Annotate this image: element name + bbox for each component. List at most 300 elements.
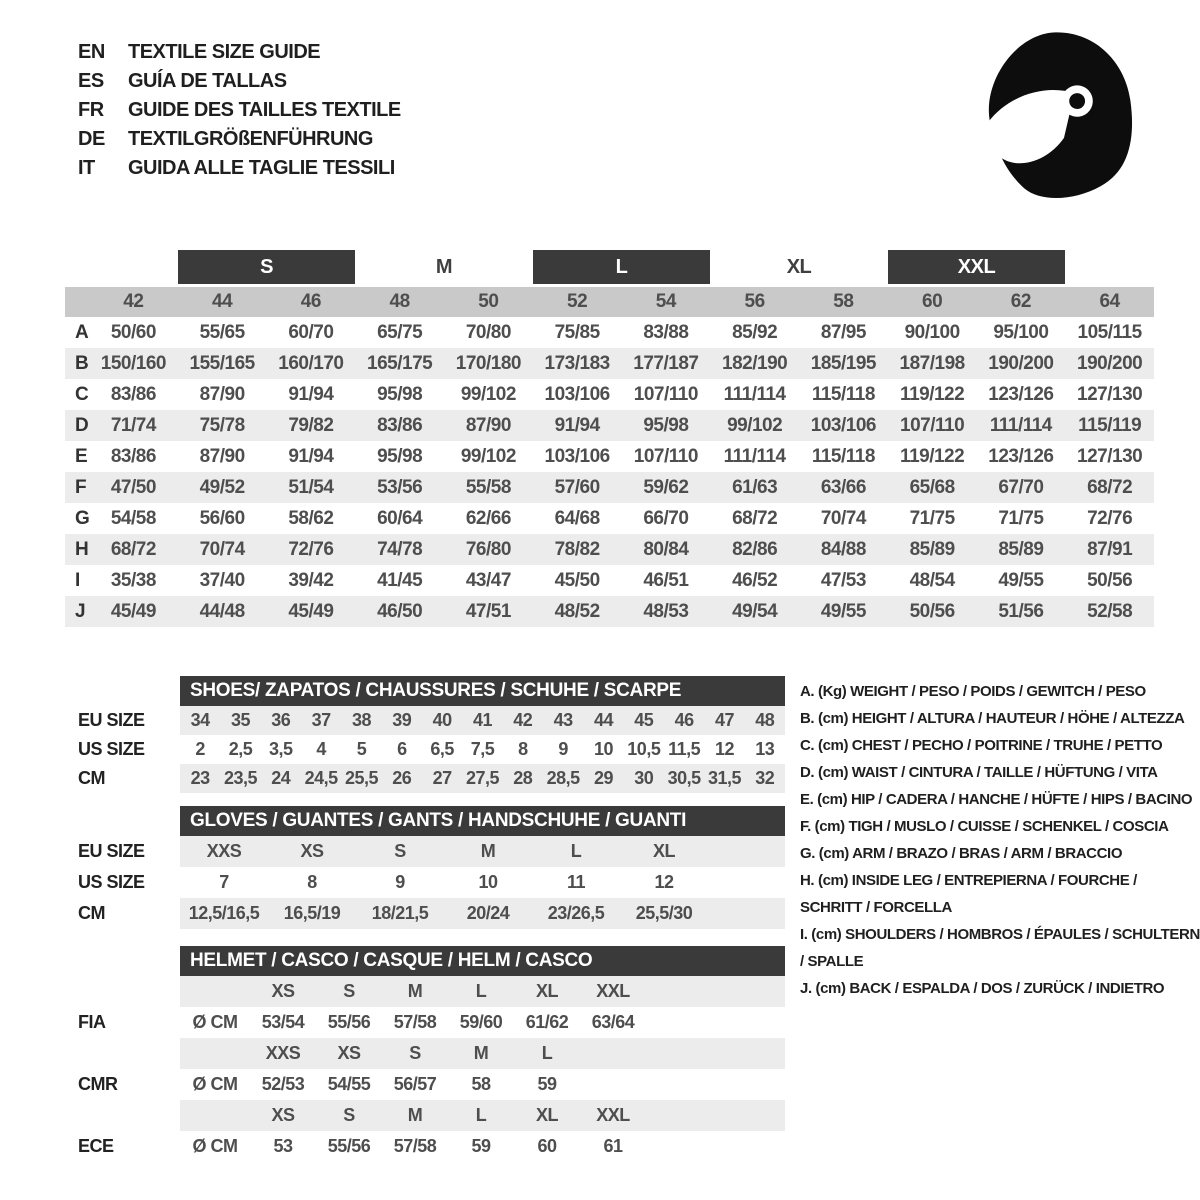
size-value: 5: [356, 739, 367, 759]
size-value: 51/56: [998, 600, 1044, 622]
size-value: 95/98: [643, 414, 689, 436]
legend-item: H. (cm) INSIDE LEG / ENTREPIERNA / FOURCHE / SCHRITT / FORCELLA: [800, 872, 1137, 916]
size-value: 34: [190, 710, 210, 730]
legend-item: E. (cm) HIP / CADERA / HANCHE / HÜFTE / HIPS / BACINO: [800, 791, 1193, 808]
helmet-size-header-row: [65, 1100, 790, 1131]
size-value: 57/60: [554, 476, 600, 498]
size-value: 127/130: [1077, 445, 1143, 467]
size-value: 74/78: [377, 538, 423, 560]
size-value: 48/53: [643, 600, 689, 622]
size-value: 28,5: [546, 768, 580, 788]
row-label: US SIZE: [78, 739, 145, 759]
size-value: 43: [553, 710, 573, 730]
size-value: 45/49: [288, 600, 334, 622]
size-value: 107/110: [633, 445, 698, 467]
row-letter: C: [75, 383, 89, 405]
language-label: TEXTILGRÖßENFÜHRUNG: [128, 128, 373, 150]
table-row: [65, 1131, 790, 1162]
legend-item: B. (cm) HEIGHT / ALTURA / HAUTEUR / HÖHE / ALTEZZA: [800, 710, 1185, 727]
size-value: 27,5: [465, 768, 500, 788]
size-value: 75/78: [199, 414, 245, 436]
row-band: [180, 706, 785, 735]
helmet-size-label: XXS: [265, 1043, 301, 1063]
numeric-size: 48: [389, 291, 410, 312]
helmet-size-label: L: [475, 981, 487, 1001]
size-value: 123/126: [988, 445, 1054, 467]
size-value: 46/50: [377, 600, 423, 622]
helmet-size-label: M: [407, 981, 423, 1001]
row-letter: H: [75, 538, 89, 560]
table-row: [65, 867, 790, 898]
size-value: 49/55: [820, 600, 866, 622]
size-value: 23: [190, 768, 210, 788]
table-row: [65, 764, 790, 793]
size-value: 25,5: [344, 768, 379, 788]
row-label: US SIZE: [78, 872, 145, 892]
size-value: 83/88: [643, 321, 689, 343]
size-value: L: [570, 841, 582, 861]
size-value: 10: [593, 739, 613, 759]
size-value: 7: [219, 872, 229, 892]
size-value: 29: [593, 768, 613, 788]
size-value: 44/48: [199, 600, 245, 622]
size-value: 48/52: [554, 600, 600, 622]
size-value: 52/58: [1087, 600, 1133, 622]
unit-label: Ø CM: [192, 1012, 238, 1032]
size-value: 47: [714, 710, 734, 730]
size-value: 43/47: [465, 569, 511, 591]
size-value: 49/55: [998, 569, 1044, 591]
helmet-size-label: XXL: [596, 1105, 630, 1125]
language-code: FR: [78, 99, 104, 121]
numeric-size: 62: [1010, 291, 1031, 312]
size-value: 95/98: [377, 383, 423, 405]
size-value: 111/114: [989, 414, 1052, 436]
size-value: 12: [714, 739, 734, 759]
helmet-size-label: XS: [271, 981, 295, 1001]
size-value: 58/62: [288, 507, 334, 529]
row-label: EU SIZE: [78, 710, 145, 730]
legend-item: C. (cm) CHEST / PECHO / POITRINE / TRUHE / PETTO: [800, 737, 1163, 754]
gloves-title: GLOVES / GUANTES / GANTS / HANDSCHUHE / GUANTI: [190, 810, 687, 831]
size-value: 30,5: [667, 768, 701, 788]
size-value: 45/49: [110, 600, 156, 622]
row-letter: G: [75, 507, 90, 529]
size-value: 39/42: [288, 569, 334, 591]
size-value: S: [394, 841, 406, 861]
size-value: 68/72: [732, 507, 778, 529]
size-value: 24,5: [304, 768, 338, 788]
size-value: 2: [195, 739, 205, 759]
size-value: 50/60: [110, 321, 156, 343]
size-value: 11: [566, 872, 586, 892]
standard-label: FIA: [78, 1012, 106, 1032]
size-value: 115/119: [1078, 414, 1142, 436]
size-value: 99/102: [727, 414, 783, 436]
size-value: 37/40: [199, 569, 245, 591]
size-value: 82/86: [732, 538, 778, 560]
size-group-row: [65, 250, 1154, 284]
size-value: 91/94: [288, 445, 334, 467]
size-value: 46/52: [732, 569, 778, 591]
size-value: 31,5: [707, 768, 742, 788]
helmet-size-label: S: [343, 1105, 355, 1125]
size-value: 56/57: [393, 1074, 437, 1094]
size-value: 71/75: [909, 507, 955, 529]
numeric-size: 58: [833, 291, 854, 312]
size-value: 49/54: [732, 600, 778, 622]
size-value: 44: [593, 710, 613, 730]
size-value: 55/65: [199, 321, 245, 343]
size-value: 61/62: [525, 1012, 569, 1032]
size-value: XL: [652, 841, 675, 861]
size-value: 119/122: [900, 383, 965, 405]
size-value: 9: [558, 739, 568, 759]
numeric-size: 46: [300, 291, 321, 312]
size-value: 52/53: [261, 1074, 305, 1094]
helmet-size-label: S: [343, 981, 355, 1001]
gloves-header-bar: [180, 806, 785, 836]
size-value: 59: [471, 1136, 491, 1156]
helmet-size-label: L: [475, 1105, 487, 1125]
size-value: 79/82: [288, 414, 334, 436]
size-value: 38: [351, 710, 371, 730]
language-row: [78, 67, 401, 96]
size-value: 99/102: [460, 383, 516, 405]
size-value: 39: [392, 710, 412, 730]
shoes-header-bar: [180, 676, 785, 706]
size-value: 26: [392, 768, 412, 788]
size-value: 75/85: [554, 321, 600, 343]
numeric-size: 50: [478, 291, 499, 312]
helmet-title: HELMET / CASCO / CASQUE / HELM / CASCO: [190, 950, 593, 971]
size-value: 87/90: [465, 414, 511, 436]
size-value: 87/91: [1087, 538, 1133, 560]
table-row: [65, 596, 1154, 627]
size-value: 187/198: [899, 352, 965, 374]
size-value: 80/84: [643, 538, 689, 560]
numeric-size: 56: [744, 291, 765, 312]
shoes-title: SHOES/ ZAPATOS / CHAUSSURES / SCHUHE / SCARPE: [190, 680, 682, 701]
size-value: 41: [472, 710, 492, 730]
size-value: 190/200: [1077, 352, 1143, 374]
size-value: 87/95: [820, 321, 866, 343]
language-row: [78, 38, 401, 67]
size-value: 190/200: [988, 352, 1054, 374]
row-band: [180, 1038, 785, 1069]
size-value: 37: [311, 710, 331, 730]
table-row: [65, 898, 790, 929]
helmet-size-label: XS: [271, 1105, 295, 1125]
size-value: 53/54: [261, 1012, 305, 1032]
size-value: 63/64: [591, 1012, 635, 1032]
size-value: 85/89: [998, 538, 1044, 560]
size-value: 46/51: [643, 569, 689, 591]
numeric-size: 44: [212, 291, 233, 312]
size-value: 65/75: [377, 321, 423, 343]
size-value: 185/195: [810, 352, 876, 374]
language-label: GUIDE DES TAILLES TEXTILE: [128, 99, 401, 121]
size-value: 35/38: [110, 569, 156, 591]
size-value: 8: [518, 739, 528, 759]
size-value: 170/180: [455, 352, 521, 374]
size-value: 63/66: [820, 476, 866, 498]
measurement-legend: [800, 678, 1200, 1002]
language-label: TEXTILE SIZE GUIDE: [128, 41, 321, 63]
row-band: [180, 867, 785, 898]
size-value: 111/114: [723, 445, 786, 467]
size-value: 42: [513, 710, 533, 730]
row-band: [180, 735, 785, 764]
table-row: [65, 472, 1154, 503]
size-value: 91/94: [554, 414, 600, 436]
size-value: 45: [634, 710, 654, 730]
table-row: [65, 379, 1154, 410]
size-group-m: M: [435, 255, 453, 278]
size-value: 59: [537, 1074, 557, 1094]
legend-item: G. (cm) ARM / BRAZO / BRAS / ARM / BRACCIO: [800, 845, 1123, 862]
row-letter: F: [75, 476, 87, 498]
shoes-table: [65, 676, 790, 793]
size-value: 8: [307, 872, 317, 892]
size-group-xxl: XXL: [888, 250, 1066, 284]
main-table-rows: [65, 317, 1154, 627]
size-value: 115/118: [811, 383, 875, 405]
size-value: 13: [755, 739, 775, 759]
size-value: 173/183: [544, 352, 610, 374]
main-size-table: [65, 250, 1154, 627]
size-value: 56/60: [199, 507, 245, 529]
numeric-size-band: [65, 287, 1154, 317]
size-value: 12: [654, 872, 674, 892]
row-band: [180, 836, 785, 867]
size-value: 60/70: [288, 321, 334, 343]
helmet-size-header-row: [65, 976, 790, 1007]
size-value: 51/54: [288, 476, 334, 498]
size-value: 50/56: [909, 600, 955, 622]
shoes-rows: [65, 706, 790, 793]
language-label: GUÍA DE TALLAS: [128, 70, 287, 92]
row-letter: E: [75, 445, 88, 467]
row-band: [180, 898, 785, 929]
helmet-size-header-row: [65, 1038, 790, 1069]
language-code: DE: [78, 128, 105, 150]
numeric-size: 64: [1099, 291, 1120, 312]
size-value: 72/76: [288, 538, 334, 560]
size-value: 103/106: [810, 414, 876, 436]
size-value: 71/74: [110, 414, 156, 436]
size-value: 87/90: [199, 445, 245, 467]
size-value: 177/187: [633, 352, 699, 374]
size-value: 59/60: [459, 1012, 503, 1032]
row-band: [180, 1100, 785, 1131]
helmet-size-label: M: [473, 1043, 489, 1063]
helmet-size-label: M: [407, 1105, 423, 1125]
size-value: 115/118: [811, 445, 875, 467]
size-value: 59/62: [643, 476, 689, 498]
size-value: 47/53: [820, 569, 866, 591]
size-value: 105/115: [1077, 321, 1142, 343]
size-group-xl: XL: [786, 255, 812, 278]
language-code: ES: [78, 70, 104, 92]
gloves-table: [65, 806, 790, 929]
size-value: 53/56: [377, 476, 423, 498]
helmet-table: [65, 946, 790, 1162]
standard-label: ECE: [78, 1136, 114, 1156]
size-value: 103/106: [544, 445, 610, 467]
size-value: 119/122: [900, 445, 965, 467]
size-value: 87/90: [199, 383, 245, 405]
row-band: [180, 1069, 785, 1100]
size-value: 9: [395, 872, 405, 892]
size-value: 70/74: [820, 507, 866, 529]
row-letter: I: [75, 569, 80, 591]
size-value: 95/100: [993, 321, 1049, 343]
size-value: 58: [471, 1074, 491, 1094]
size-value: 90/100: [904, 321, 960, 343]
numeric-size: 52: [567, 291, 588, 312]
size-value: 20/24: [466, 903, 510, 923]
size-value: 78/82: [554, 538, 600, 560]
size-value: 111/114: [723, 383, 786, 405]
size-value: 107/110: [900, 414, 965, 436]
legend-item: I. (cm) SHOULDERS / HOMBROS / ÉPAULES / SCHULTERN / SPALLE: [800, 926, 1200, 970]
size-value: M: [480, 841, 496, 861]
size-value: 24: [271, 768, 291, 788]
row-letter: B: [75, 352, 89, 374]
table-row: [65, 410, 1154, 441]
row-letter: D: [75, 414, 89, 436]
size-value: 67/70: [998, 476, 1044, 498]
table-row: [65, 836, 790, 867]
size-value: 91/94: [288, 383, 334, 405]
size-value: 12,5/16,5: [188, 903, 260, 923]
unit-label: Ø CM: [192, 1074, 238, 1094]
size-value: 60/64: [377, 507, 423, 529]
size-value: 30: [634, 768, 654, 788]
size-value: 76/80: [465, 538, 511, 560]
size-value: 50/56: [1087, 569, 1133, 591]
standard-label: CMR: [78, 1074, 118, 1094]
row-label: EU SIZE: [78, 841, 145, 861]
language-code: IT: [78, 157, 95, 179]
size-value: 150/160: [100, 352, 166, 374]
size-value: 55/56: [327, 1136, 371, 1156]
size-value: 70/74: [199, 538, 245, 560]
table-row: [65, 565, 1154, 596]
size-value: 32: [755, 768, 775, 788]
size-group-s: S: [178, 250, 356, 284]
helmet-size-label: XS: [337, 1043, 361, 1063]
table-row: [65, 1007, 790, 1038]
size-value: 16,5/19: [283, 903, 341, 923]
size-value: 48/54: [909, 569, 955, 591]
table-row: [65, 441, 1154, 472]
row-band: [180, 976, 785, 1007]
table-row: [65, 503, 1154, 534]
size-value: 54/55: [327, 1074, 371, 1094]
language-row: [78, 125, 401, 154]
size-value: 28: [513, 768, 533, 788]
unit-label: Ø CM: [192, 1136, 238, 1156]
size-value: 49/52: [199, 476, 245, 498]
size-value: 6: [397, 739, 407, 759]
helmet-size-label: S: [409, 1043, 421, 1063]
size-value: 165/175: [367, 352, 433, 374]
size-value: 55/58: [465, 476, 511, 498]
size-value: 11,5: [668, 739, 701, 759]
size-value: 10: [478, 872, 498, 892]
size-value: 4: [316, 739, 326, 759]
size-value: 47/51: [465, 600, 511, 622]
size-value: 64/68: [554, 507, 600, 529]
size-value: 95/98: [377, 445, 423, 467]
size-value: 68/72: [1087, 476, 1133, 498]
size-value: 107/110: [633, 383, 698, 405]
size-value: 61/63: [732, 476, 778, 498]
size-value: 18/21,5: [371, 903, 429, 923]
size-value: 47/50: [110, 476, 156, 498]
size-value: 66/70: [643, 507, 689, 529]
helmet-size-label: L: [541, 1043, 553, 1063]
table-row: [65, 706, 790, 735]
size-value: 72/76: [1087, 507, 1133, 529]
size-value: 6,5: [430, 739, 454, 759]
row-band: [180, 1131, 785, 1162]
legend-item: J. (cm) BACK / ESPALDA / DOS / ZURÜCK / INDIETRO: [800, 980, 1165, 997]
size-value: 123/126: [988, 383, 1054, 405]
size-value: 68/72: [110, 538, 156, 560]
size-value: 23,5: [223, 768, 258, 788]
size-value: 46: [674, 710, 694, 730]
size-value: 57/58: [393, 1012, 437, 1032]
helmet-header-bar: [180, 946, 785, 976]
size-value: 36: [271, 710, 291, 730]
size-value: XS: [300, 841, 324, 861]
table-row: [65, 735, 790, 764]
numeric-size: 60: [922, 291, 943, 312]
size-value: 54/58: [110, 507, 156, 529]
legend-item: A. (Kg) WEIGHT / PESO / POIDS / GEWITCH / PESO: [800, 683, 1146, 700]
size-value: 62/66: [465, 507, 511, 529]
table-row: [65, 317, 1154, 348]
helmet-size-label: XXL: [596, 981, 630, 1001]
size-value: XXS: [206, 841, 242, 861]
size-value: 3,5: [269, 739, 293, 759]
row-band: [180, 764, 785, 793]
racing-helmet-svg: [975, 28, 1140, 203]
language-code: EN: [78, 41, 105, 63]
size-value: 55/56: [327, 1012, 371, 1032]
size-value: 53: [273, 1136, 293, 1156]
size-value: 23/26,5: [547, 903, 605, 923]
language-label: GUIDA ALLE TAGLIE TESSILI: [128, 157, 395, 179]
legend-item: F. (cm) TIGH / MUSLO / CUISSE / SCHENKEL / COSCIA: [800, 818, 1169, 835]
row-letter: J: [75, 600, 86, 622]
helmet-rows: [65, 976, 790, 1162]
size-value: 85/89: [909, 538, 955, 560]
language-row: [78, 154, 401, 183]
row-letter: A: [75, 321, 89, 343]
language-list: [78, 38, 401, 183]
numeric-size: 42: [123, 291, 144, 312]
numeric-size: 54: [655, 291, 676, 312]
row-band: [180, 1007, 785, 1038]
size-value: 61: [603, 1136, 623, 1156]
size-value: 99/102: [460, 445, 516, 467]
size-value: 7,5: [470, 739, 495, 759]
size-value: 160/170: [278, 352, 344, 374]
